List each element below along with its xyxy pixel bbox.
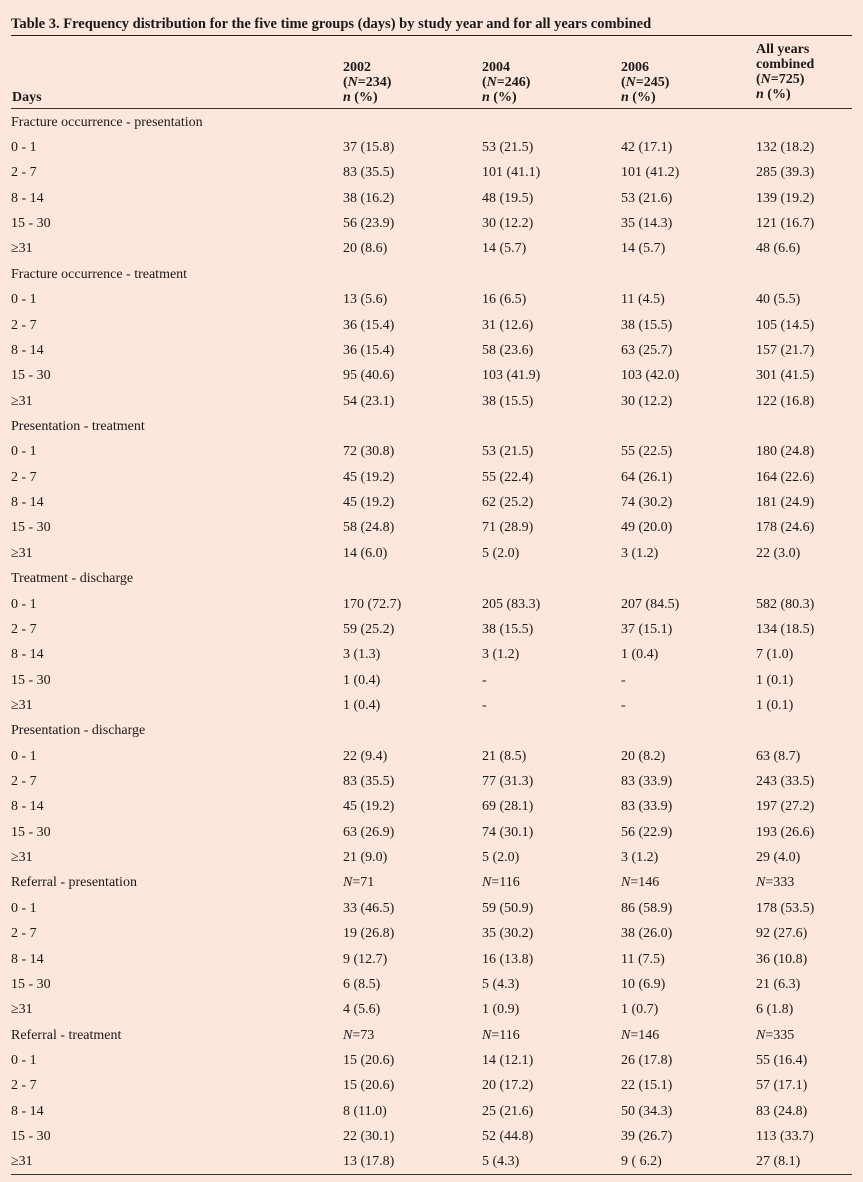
row-cell: 48 (19.5): [482, 190, 534, 206]
row-cell: 35 (14.3): [621, 216, 673, 232]
row-cell: 55 (16.4): [756, 1052, 808, 1068]
row-cell: 1 (0.1): [756, 697, 794, 713]
row-cell: 3 (1.2): [621, 850, 659, 866]
row-cell: 5 (2.0): [482, 545, 520, 561]
row-cell: 49 (20.0): [621, 520, 673, 536]
row-cell: 582 (80.3): [756, 596, 815, 612]
section-title: Referral - presentation: [11, 875, 137, 891]
table-row: [11, 465, 852, 490]
row-days: ≥31: [11, 393, 33, 409]
row-cell: 37 (15.8): [343, 140, 395, 156]
row-cell: 56 (23.9): [343, 216, 395, 232]
row-cell: 59 (50.9): [482, 900, 534, 916]
row-cell: 16 (6.5): [482, 292, 527, 308]
row-cell: 83 (33.9): [621, 799, 673, 815]
table-row: [11, 135, 852, 160]
row-cell: 63 (25.7): [621, 342, 673, 358]
row-cell: 4 (5.6): [343, 1002, 381, 1018]
header-days: Days: [12, 90, 42, 105]
row-cell: 7 (1.0): [756, 647, 794, 663]
section-n: [343, 1023, 482, 1048]
row-days: 15 - 30: [11, 368, 51, 384]
row-cell: 54 (23.1): [343, 393, 395, 409]
row-cell: 38 (16.2): [343, 190, 395, 206]
row-cell: 15 (20.6): [343, 1052, 395, 1068]
row-cell: 56 (22.9): [621, 824, 673, 840]
row-days: 15 - 30: [11, 672, 51, 688]
row-cell: 77 (31.3): [482, 774, 534, 790]
row-cell: 64 (26.1): [621, 469, 673, 485]
row-cell: 101 (41.1): [482, 165, 541, 181]
row-cell: 134 (18.5): [756, 621, 815, 637]
row-cell: 21 (8.5): [482, 748, 527, 764]
n-symbol: N: [621, 875, 631, 891]
row-days: ≥31: [11, 241, 33, 257]
table-row: [11, 896, 852, 921]
n-value: =335: [765, 1027, 795, 1043]
table-row: [11, 211, 852, 236]
row-cell: 33 (46.5): [343, 900, 395, 916]
n-value: =116: [491, 875, 520, 891]
row-days: 0 - 1: [11, 748, 37, 764]
row-cell: 57 (17.1): [756, 1078, 808, 1094]
row-days: 15 - 30: [11, 1129, 51, 1145]
row-cell: 157 (21.7): [756, 342, 815, 358]
section-n: [482, 871, 621, 896]
row-cell: 62 (25.2): [482, 495, 534, 511]
table-title: Table 3. Frequency distribution for the five time groups (days) by study year and for all years combined: [11, 16, 652, 32]
row-cell: 58 (24.8): [343, 520, 395, 536]
row-cell: 20 (8.6): [343, 241, 388, 257]
table-row: [11, 922, 852, 947]
n-symbol: N: [756, 875, 766, 891]
row-cell: 5 (4.3): [482, 976, 520, 992]
top-rule: [11, 35, 852, 36]
row-cell: 3 (1.2): [621, 545, 659, 561]
row-days: ≥31: [11, 1002, 33, 1018]
table-row: [11, 643, 852, 668]
section-row: [11, 414, 852, 439]
n-value: =333: [765, 875, 795, 891]
section-n: [756, 1023, 852, 1048]
row-cell: 53 (21.5): [482, 444, 534, 460]
row-cell: 14 (6.0): [343, 545, 388, 561]
row-cell: 1 (0.4): [343, 672, 381, 688]
row-cell: 21 (6.3): [756, 976, 801, 992]
row-cell: 243 (33.5): [756, 774, 815, 790]
n-symbol: N: [621, 1027, 631, 1043]
section-row: [11, 719, 852, 744]
row-cell: 197 (27.2): [756, 799, 815, 815]
row-cell: 53 (21.5): [482, 140, 534, 156]
row-cell: 205 (83.3): [482, 596, 541, 612]
row-cell: -: [621, 697, 626, 713]
row-cell: 45 (19.2): [343, 495, 395, 511]
table-row: [11, 313, 852, 338]
row-days: 2 - 7: [11, 926, 37, 942]
header-col-2006: 2006 (N=245) n (%): [621, 60, 670, 105]
row-cell: 1 (0.4): [621, 647, 659, 663]
table-row: [11, 186, 852, 211]
row-cell: 27 (8.1): [756, 1154, 801, 1170]
table-row: [11, 744, 852, 769]
row-cell: 11 (4.5): [621, 292, 665, 308]
section-n: [621, 871, 756, 896]
table-row: [11, 364, 852, 389]
table-row: [11, 1150, 852, 1175]
row-cell: 45 (19.2): [343, 799, 395, 815]
row-cell: 30 (12.2): [482, 216, 534, 232]
row-cell: 48 (6.6): [756, 241, 801, 257]
row-days: 15 - 30: [11, 976, 51, 992]
row-cell: -: [482, 672, 487, 688]
n-value: =73: [352, 1027, 375, 1043]
row-cell: 83 (35.5): [343, 774, 395, 790]
row-cell: 92 (27.6): [756, 926, 808, 942]
row-days: ≥31: [11, 545, 33, 561]
row-cell: 1 (0.7): [621, 1002, 659, 1018]
row-cell: 181 (24.9): [756, 495, 815, 511]
row-cell: 22 (3.0): [756, 545, 801, 561]
row-cell: 122 (16.8): [756, 393, 815, 409]
data-table: [11, 110, 852, 1175]
table-body: [11, 110, 852, 1175]
row-days: 15 - 30: [11, 216, 51, 232]
row-cell: 103 (41.9): [482, 368, 541, 384]
section-title: Fracture occurrence - presentation: [11, 114, 203, 130]
row-cell: 83 (33.9): [621, 774, 673, 790]
row-cell: 59 (25.2): [343, 621, 395, 637]
row-cell: 21 (9.0): [343, 850, 388, 866]
row-cell: 38 (15.5): [482, 621, 534, 637]
row-days: 2 - 7: [11, 1078, 37, 1094]
table-row: [11, 237, 852, 262]
row-cell: 285 (39.3): [756, 165, 815, 181]
n-value: =146: [630, 875, 660, 891]
row-days: ≥31: [11, 1154, 33, 1170]
table-row: [11, 693, 852, 718]
n-value: =116: [491, 1027, 520, 1043]
row-days: 2 - 7: [11, 165, 37, 181]
table-row: [11, 592, 852, 617]
row-cell: 170 (72.7): [343, 596, 402, 612]
row-cell: 36 (15.4): [343, 342, 395, 358]
section-title: Presentation - treatment: [11, 418, 145, 434]
row-cell: 55 (22.4): [482, 469, 534, 485]
row-cell: 193 (26.6): [756, 824, 815, 840]
section-row: [11, 262, 852, 287]
row-cell: 3 (1.2): [482, 647, 520, 663]
table-row: [11, 516, 852, 541]
n-value: =71: [352, 875, 375, 891]
row-cell: 31 (12.6): [482, 317, 534, 333]
section-title: Presentation - discharge: [11, 723, 146, 739]
row-days: 0 - 1: [11, 140, 37, 156]
row-cell: 178 (24.6): [756, 520, 815, 536]
row-cell: 13 (17.8): [343, 1154, 395, 1170]
table-row: [11, 845, 852, 870]
row-cell: 71 (28.9): [482, 520, 534, 536]
row-cell: 35 (30.2): [482, 926, 534, 942]
row-cell: 58 (23.6): [482, 342, 534, 358]
row-cell: 53 (21.6): [621, 190, 673, 206]
row-cell: 301 (41.5): [756, 368, 815, 384]
row-cell: -: [621, 672, 626, 688]
table-row: [11, 820, 852, 845]
row-cell: 37 (15.1): [621, 621, 673, 637]
row-cell: 36 (10.8): [756, 951, 808, 967]
section-n: [343, 871, 482, 896]
table-row: [11, 947, 852, 972]
header-col-2004: 2004 (N=246) n (%): [482, 60, 531, 105]
row-cell: 22 (15.1): [621, 1078, 673, 1094]
header-rule: [11, 108, 852, 109]
row-days: 8 - 14: [11, 190, 44, 206]
row-cell: 69 (28.1): [482, 799, 534, 815]
row-cell: 26 (17.8): [621, 1052, 673, 1068]
row-days: 2 - 7: [11, 317, 37, 333]
row-days: 2 - 7: [11, 469, 37, 485]
row-cell: 29 (4.0): [756, 850, 801, 866]
row-cell: 14 (12.1): [482, 1052, 534, 1068]
row-days: 0 - 1: [11, 596, 37, 612]
section-row: [11, 110, 852, 135]
section-title: Treatment - discharge: [11, 571, 134, 587]
row-days: 2 - 7: [11, 774, 37, 790]
row-days: 0 - 1: [11, 444, 37, 460]
section-n: [621, 1023, 756, 1048]
table-row: [11, 668, 852, 693]
row-cell: 38 (26.0): [621, 926, 673, 942]
section-n: [482, 1023, 621, 1048]
row-cell: 55 (22.5): [621, 444, 673, 460]
row-cell: 22 (9.4): [343, 748, 388, 764]
row-cell: -: [482, 697, 487, 713]
section-title: Referral - treatment: [11, 1027, 122, 1043]
row-cell: 50 (34.3): [621, 1103, 673, 1119]
row-cell: 9 ( 6.2): [621, 1154, 662, 1170]
row-cell: 178 (53.5): [756, 900, 815, 916]
row-cell: 20 (8.2): [621, 748, 666, 764]
table-row: [11, 769, 852, 794]
table-row: [11, 972, 852, 997]
table-row: [11, 1124, 852, 1149]
table-row: [11, 490, 852, 515]
n-value: =146: [630, 1027, 660, 1043]
row-days: 8 - 14: [11, 342, 44, 358]
row-cell: 13 (5.6): [343, 292, 388, 308]
row-cell: 39 (26.7): [621, 1129, 673, 1145]
row-cell: 121 (16.7): [756, 216, 815, 232]
section-title: Fracture occurrence - treatment: [11, 266, 188, 282]
n-symbol: N: [482, 1027, 492, 1043]
section-row: [11, 1023, 852, 1048]
row-cell: 3 (1.3): [343, 647, 381, 663]
row-cell: 1 (0.4): [343, 697, 381, 713]
row-cell: 103 (42.0): [621, 368, 680, 384]
row-cell: 207 (84.5): [621, 596, 680, 612]
row-cell: 101 (41.2): [621, 165, 680, 181]
row-cell: 15 (20.6): [343, 1078, 395, 1094]
row-cell: 36 (15.4): [343, 317, 395, 333]
row-cell: 1 (0.9): [482, 1002, 520, 1018]
row-cell: 10 (6.9): [621, 976, 666, 992]
row-cell: 74 (30.1): [482, 824, 534, 840]
header-col-all-years: All years combined (N=725) n (%): [756, 42, 815, 102]
row-cell: 6 (1.8): [756, 1002, 794, 1018]
row-cell: 132 (18.2): [756, 140, 815, 156]
row-cell: 14 (5.7): [482, 241, 527, 257]
row-days: 15 - 30: [11, 520, 51, 536]
row-cell: 38 (15.5): [621, 317, 673, 333]
n-symbol: N: [482, 875, 492, 891]
section-row: [11, 871, 852, 896]
table-row: [11, 541, 852, 566]
row-cell: 5 (2.0): [482, 850, 520, 866]
row-days: 8 - 14: [11, 647, 44, 663]
section-row: [11, 566, 852, 591]
row-cell: 1 (0.1): [756, 672, 794, 688]
table-row: [11, 998, 852, 1023]
row-cell: 6 (8.5): [343, 976, 381, 992]
row-days: 0 - 1: [11, 292, 37, 308]
row-days: 15 - 30: [11, 824, 51, 840]
section-n: [756, 871, 852, 896]
row-cell: 19 (26.8): [343, 926, 395, 942]
row-cell: 8 (11.0): [343, 1103, 387, 1119]
row-days: 0 - 1: [11, 900, 37, 916]
row-cell: 83 (24.8): [756, 1103, 808, 1119]
row-cell: 105 (14.5): [756, 317, 815, 333]
table-row: [11, 161, 852, 186]
row-days: 8 - 14: [11, 951, 44, 967]
table-row: [11, 795, 852, 820]
n-symbol: N: [343, 875, 353, 891]
row-cell: 72 (30.8): [343, 444, 395, 460]
row-cell: 139 (19.2): [756, 190, 815, 206]
row-cell: 5 (4.3): [482, 1154, 520, 1170]
row-cell: 16 (13.8): [482, 951, 534, 967]
n-symbol: N: [756, 1027, 766, 1043]
row-cell: 22 (30.1): [343, 1129, 395, 1145]
row-days: 8 - 14: [11, 1103, 44, 1119]
table-row: [11, 1074, 852, 1099]
row-cell: 63 (26.9): [343, 824, 395, 840]
row-days: ≥31: [11, 697, 33, 713]
table-row: [11, 338, 852, 363]
row-cell: 9 (12.7): [343, 951, 388, 967]
table-row: [11, 288, 852, 313]
row-days: 0 - 1: [11, 1052, 37, 1068]
n-symbol: N: [343, 1027, 353, 1043]
row-cell: 63 (8.7): [756, 748, 801, 764]
row-cell: 20 (17.2): [482, 1078, 534, 1094]
row-days: ≥31: [11, 850, 33, 866]
row-cell: 86 (58.9): [621, 900, 673, 916]
row-cell: 164 (22.6): [756, 469, 815, 485]
table-row: [11, 389, 852, 414]
table-row: [11, 617, 852, 642]
row-cell: 83 (35.5): [343, 165, 395, 181]
row-days: 2 - 7: [11, 621, 37, 637]
row-cell: 95 (40.6): [343, 368, 395, 384]
table-row: [11, 1099, 852, 1124]
row-cell: 74 (30.2): [621, 495, 673, 511]
row-days: 8 - 14: [11, 799, 44, 815]
row-cell: 11 (7.5): [621, 951, 665, 967]
row-cell: 25 (21.6): [482, 1103, 534, 1119]
row-cell: 30 (12.2): [621, 393, 673, 409]
header-col-2002: 2002 (N=234) n (%): [343, 60, 392, 105]
row-cell: 52 (44.8): [482, 1129, 534, 1145]
row-cell: 40 (5.5): [756, 292, 801, 308]
table-row: [11, 440, 852, 465]
row-cell: 42 (17.1): [621, 140, 673, 156]
row-days: 8 - 14: [11, 495, 44, 511]
bottom-rule: [11, 1174, 852, 1175]
row-cell: 113 (33.7): [756, 1129, 814, 1145]
row-cell: 14 (5.7): [621, 241, 666, 257]
row-cell: 180 (24.8): [756, 444, 815, 460]
table-row: [11, 1048, 852, 1073]
row-cell: 45 (19.2): [343, 469, 395, 485]
row-cell: 38 (15.5): [482, 393, 534, 409]
